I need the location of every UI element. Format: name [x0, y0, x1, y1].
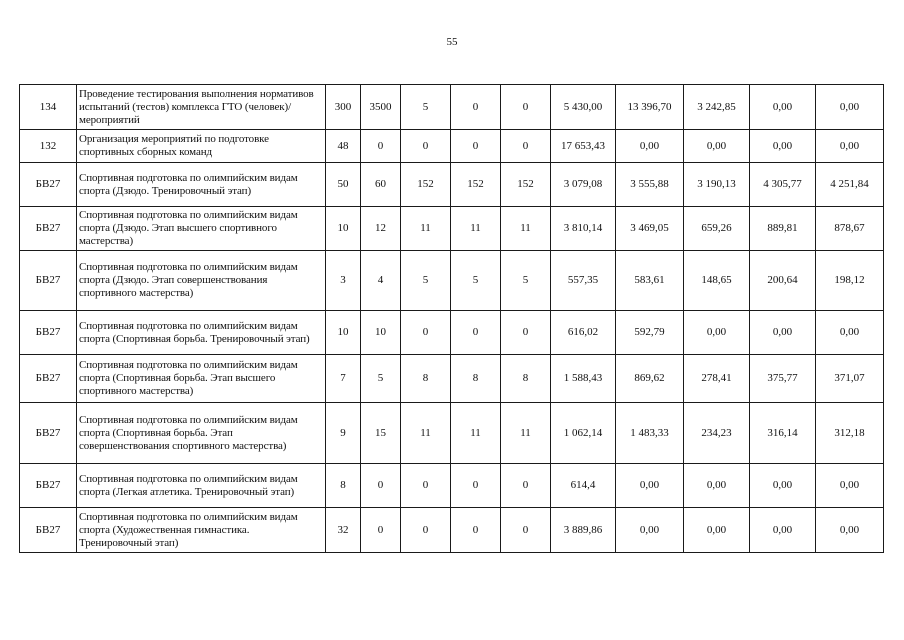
row-value-6: 3 079,08: [551, 163, 616, 207]
table-row: [20, 403, 884, 464]
row-value-10: 0,00: [816, 508, 884, 553]
row-value-3: 5: [401, 251, 451, 311]
row-value-8: 0,00: [684, 130, 750, 163]
row-code: БВ27: [20, 403, 77, 464]
row-value-6: 5 430,00: [551, 85, 616, 130]
row-code: БВ27: [20, 207, 77, 251]
row-value-7: 3 555,88: [616, 163, 684, 207]
row-value-2: 0: [361, 130, 401, 163]
row-value-9: 200,64: [750, 251, 816, 311]
row-value-10: 312,18: [816, 403, 884, 464]
row-description: Спортивная подготовка по олимпийским видам спорта (Спортивная борьба. Этап высшего спортивного мастерства): [77, 355, 326, 403]
row-value-10: 0,00: [816, 85, 884, 130]
row-value-2: 4: [361, 251, 401, 311]
table-body: [20, 85, 884, 553]
row-value-6: 614,4: [551, 464, 616, 508]
row-value-9: 0,00: [750, 464, 816, 508]
row-value-4: 0: [451, 130, 501, 163]
row-code: БВ27: [20, 163, 77, 207]
row-value-6: 1 062,14: [551, 403, 616, 464]
row-value-9: 4 305,77: [750, 163, 816, 207]
row-value-2: 5: [361, 355, 401, 403]
row-description: Спортивная подготовка по олимпийским видам спорта (Дзюдо. Тренировочный этап): [77, 163, 326, 207]
row-value-4: 11: [451, 403, 501, 464]
row-code: 132: [20, 130, 77, 163]
row-value-3: 0: [401, 130, 451, 163]
row-value-5: 0: [501, 508, 551, 553]
row-value-1: 50: [326, 163, 361, 207]
row-value-3: 0: [401, 508, 451, 553]
row-value-1: 7: [326, 355, 361, 403]
row-value-8: 3 242,85: [684, 85, 750, 130]
row-value-5: 0: [501, 130, 551, 163]
row-value-4: 11: [451, 207, 501, 251]
row-value-6: 557,35: [551, 251, 616, 311]
row-value-1: 300: [326, 85, 361, 130]
row-value-4: 0: [451, 464, 501, 508]
row-value-4: 0: [451, 508, 501, 553]
row-value-1: 48: [326, 130, 361, 163]
row-value-5: 11: [501, 207, 551, 251]
row-description: Спортивная подготовка по олимпийским видам спорта (Художественная гимнастика. Тренировочный этап): [77, 508, 326, 553]
row-description: Спортивная подготовка по олимпийским видам спорта (Дзюдо. Этап совершенствования спортивного мастерства): [77, 251, 326, 311]
row-value-8: 0,00: [684, 464, 750, 508]
row-value-7: 0,00: [616, 508, 684, 553]
row-value-5: 11: [501, 403, 551, 464]
row-value-2: 12: [361, 207, 401, 251]
row-value-8: 234,23: [684, 403, 750, 464]
row-value-6: 3 889,86: [551, 508, 616, 553]
row-value-7: 0,00: [616, 464, 684, 508]
row-value-3: 11: [401, 207, 451, 251]
row-value-5: 0: [501, 85, 551, 130]
row-value-1: 10: [326, 207, 361, 251]
row-value-1: 3: [326, 251, 361, 311]
row-value-5: 5: [501, 251, 551, 311]
row-value-5: 152: [501, 163, 551, 207]
row-value-4: 152: [451, 163, 501, 207]
row-value-6: 616,02: [551, 311, 616, 355]
row-value-4: 0: [451, 311, 501, 355]
row-description: Спортивная подготовка по олимпийским видам спорта (Спортивная борьба. Этап совершенствования спортивного мастерства): [77, 403, 326, 464]
row-value-3: 8: [401, 355, 451, 403]
row-description: Спортивная подготовка по олимпийским видам спорта (Дзюдо. Этап высшего спортивного мастерства): [77, 207, 326, 251]
row-value-10: 198,12: [816, 251, 884, 311]
row-value-1: 9: [326, 403, 361, 464]
row-value-9: 0,00: [750, 130, 816, 163]
row-value-10: 4 251,84: [816, 163, 884, 207]
row-value-7: 869,62: [616, 355, 684, 403]
row-value-3: 0: [401, 311, 451, 355]
table-row: [20, 355, 884, 403]
row-value-2: 0: [361, 464, 401, 508]
row-value-9: 0,00: [750, 508, 816, 553]
row-value-10: 0,00: [816, 464, 884, 508]
row-value-5: 8: [501, 355, 551, 403]
row-description: Спортивная подготовка по олимпийским видам спорта (Легкая атлетика. Тренировочный этап): [77, 464, 326, 508]
row-value-9: 316,14: [750, 403, 816, 464]
row-value-3: 152: [401, 163, 451, 207]
row-value-1: 32: [326, 508, 361, 553]
row-code: БВ27: [20, 355, 77, 403]
row-value-9: 889,81: [750, 207, 816, 251]
row-value-7: 0,00: [616, 130, 684, 163]
row-value-2: 10: [361, 311, 401, 355]
row-value-1: 8: [326, 464, 361, 508]
table-row: [20, 207, 884, 251]
row-value-2: 60: [361, 163, 401, 207]
row-value-10: 0,00: [816, 130, 884, 163]
row-value-8: 0,00: [684, 311, 750, 355]
row-value-7: 592,79: [616, 311, 684, 355]
row-value-7: 583,61: [616, 251, 684, 311]
row-value-4: 8: [451, 355, 501, 403]
row-value-3: 0: [401, 464, 451, 508]
row-value-10: 371,07: [816, 355, 884, 403]
row-value-6: 1 588,43: [551, 355, 616, 403]
table-row: [20, 311, 884, 355]
row-value-3: 11: [401, 403, 451, 464]
row-value-10: 878,67: [816, 207, 884, 251]
row-code: БВ27: [20, 464, 77, 508]
row-value-9: 0,00: [750, 85, 816, 130]
row-code: БВ27: [20, 251, 77, 311]
row-value-9: 0,00: [750, 311, 816, 355]
row-value-1: 10: [326, 311, 361, 355]
row-value-2: 3500: [361, 85, 401, 130]
row-value-5: 0: [501, 464, 551, 508]
row-value-2: 0: [361, 508, 401, 553]
row-value-4: 5: [451, 251, 501, 311]
row-value-6: 17 653,43: [551, 130, 616, 163]
row-value-8: 0,00: [684, 508, 750, 553]
row-value-8: 3 190,13: [684, 163, 750, 207]
row-value-5: 0: [501, 311, 551, 355]
row-value-7: 1 483,33: [616, 403, 684, 464]
row-value-8: 278,41: [684, 355, 750, 403]
table-row: [20, 85, 884, 130]
row-code: БВ27: [20, 508, 77, 553]
row-value-7: 13 396,70: [616, 85, 684, 130]
row-value-4: 0: [451, 85, 501, 130]
data-table: [19, 84, 884, 553]
table-row: [20, 464, 884, 508]
table-row: [20, 508, 884, 553]
row-value-8: 148,65: [684, 251, 750, 311]
table-row: [20, 130, 884, 163]
row-description: Проведение тестирования выполнения нормативов испытаний (тестов) комплекса ГТО (человек)/мероприятий: [77, 85, 326, 130]
row-description: Организация мероприятий по подготовке спортивных сборных команд: [77, 130, 326, 163]
page-number: 55: [446, 36, 458, 48]
row-value-8: 659,26: [684, 207, 750, 251]
row-value-7: 3 469,05: [616, 207, 684, 251]
row-value-6: 3 810,14: [551, 207, 616, 251]
table-row: [20, 163, 884, 207]
table-row: [20, 251, 884, 311]
row-value-9: 375,77: [750, 355, 816, 403]
row-value-3: 5: [401, 85, 451, 130]
row-value-10: 0,00: [816, 311, 884, 355]
row-value-2: 15: [361, 403, 401, 464]
row-code: 134: [20, 85, 77, 130]
row-description: Спортивная подготовка по олимпийским видам спорта (Спортивная борьба. Тренировочный этап): [77, 311, 326, 355]
row-code: БВ27: [20, 311, 77, 355]
